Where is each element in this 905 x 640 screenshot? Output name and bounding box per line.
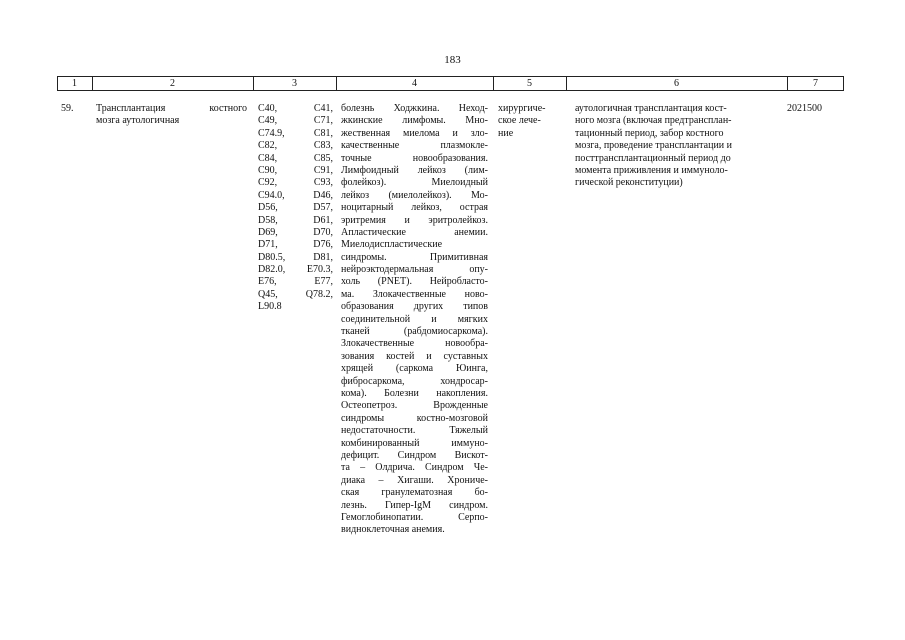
header-col-2: 2 bbox=[170, 78, 175, 89]
treatment-method bbox=[575, 103, 771, 190]
procedure-name bbox=[96, 103, 247, 128]
icd-code-row bbox=[258, 301, 333, 313]
cost-value: 2021500 bbox=[787, 103, 822, 114]
diagnosis-line: ма. Злокачественные ново- bbox=[341, 288, 488, 300]
treatment-method-line: тационный период, забор костного bbox=[575, 127, 724, 139]
treatment-method-line: посттрансплантационный период до bbox=[575, 152, 731, 164]
icd-code-row bbox=[258, 103, 333, 115]
icd-code-row bbox=[258, 190, 333, 202]
icd-code: C81, bbox=[313, 127, 333, 139]
icd-code: C71, bbox=[313, 115, 333, 127]
icd-code: D57, bbox=[313, 202, 333, 214]
header-col-7: 7 bbox=[813, 78, 818, 89]
icd-code-row bbox=[258, 276, 333, 288]
icd-code: D82.0, bbox=[258, 264, 286, 276]
icd-code: D70, bbox=[313, 226, 333, 238]
diagnosis-line: лейкоз (миелолейкоз). Мо- bbox=[341, 189, 488, 201]
procedure-name-line: мозга аутологичная bbox=[96, 115, 180, 127]
icd-code: E77, bbox=[314, 276, 333, 288]
icd-code-row bbox=[258, 264, 333, 276]
treatment-type-line: ние bbox=[498, 127, 514, 139]
icd-code: E70.3, bbox=[306, 264, 333, 276]
diagnosis-line: лезнь. Гипер-IgM синдром. bbox=[341, 499, 488, 511]
header-col-1: 1 bbox=[72, 78, 77, 89]
icd-code: C85, bbox=[313, 152, 333, 164]
diagnosis-line: Гемоглобинопатии. Серпо- bbox=[341, 511, 488, 523]
treatment-method-line: аутологичная трансплантация кост- bbox=[575, 103, 727, 114]
diagnosis-line: холь (PNET). Нейробласто- bbox=[341, 276, 488, 288]
icd-code: C41, bbox=[313, 103, 333, 114]
icd-code-row bbox=[258, 153, 333, 165]
icd-code: D81, bbox=[313, 251, 333, 263]
icd-code: D61, bbox=[313, 214, 333, 226]
icd-code: Q78.2, bbox=[305, 288, 333, 300]
column-divider bbox=[843, 77, 844, 90]
icd-code: Q45, bbox=[258, 288, 278, 300]
diagnosis-line: синдромы костно-мозговой bbox=[341, 412, 488, 424]
diagnosis-description bbox=[341, 103, 488, 537]
diagnosis-line: Лимфоидный лейкоз (лим- bbox=[341, 164, 488, 176]
icd-code: C91, bbox=[313, 164, 333, 176]
icd-code: D58, bbox=[258, 214, 278, 226]
diagnosis-line: жкинские лимфомы. Мно- bbox=[341, 115, 488, 127]
procedure-name-line: Трансплантация костного bbox=[96, 103, 247, 114]
diagnosis-line: Злокачественные новообра- bbox=[341, 338, 488, 350]
icd-code-row bbox=[258, 177, 333, 189]
icd-code-row bbox=[258, 252, 333, 264]
icd-code: D69, bbox=[258, 226, 278, 238]
row-number: 59. bbox=[61, 103, 74, 114]
icd-code-row bbox=[258, 239, 333, 251]
icd-code-row bbox=[258, 165, 333, 177]
icd-code: C84, bbox=[258, 152, 278, 164]
icd-code: C74.9, bbox=[258, 127, 285, 139]
diagnosis-line: эритремия и эритролейкоз. bbox=[341, 214, 488, 226]
diagnosis-line: та – Олдрича. Синдром Че- bbox=[341, 462, 488, 474]
diagnosis-line: зования костей и суставных bbox=[341, 350, 488, 362]
icd-code: D46, bbox=[313, 189, 333, 201]
diagnosis-line: нейроэктодермальная опу- bbox=[341, 264, 488, 276]
icd-code-row bbox=[258, 115, 333, 127]
diagnosis-line: кома). Болезни накопления. bbox=[341, 387, 488, 399]
icd-code: D56, bbox=[258, 202, 278, 214]
diagnosis-line: видноклеточная анемия. bbox=[341, 524, 445, 536]
treatment-method-line: ного мозга (включая предтрансплан- bbox=[575, 115, 732, 127]
treatment-type-line: хирургиче- bbox=[498, 103, 546, 114]
diagnosis-line: фолейкоз). Миелоидный bbox=[341, 177, 488, 189]
diagnosis-line: качественные плазмокле- bbox=[341, 140, 488, 152]
diagnosis-line: фибросаркома, хондросар- bbox=[341, 375, 488, 387]
icd-code: C92, bbox=[258, 177, 278, 189]
diagnosis-line: диака – Хигаши. Хрониче- bbox=[341, 474, 488, 486]
diagnosis-line: образования других типов bbox=[341, 301, 488, 313]
treatment-type bbox=[498, 103, 565, 140]
header-col-5: 5 bbox=[527, 78, 532, 89]
icd-code-row bbox=[258, 140, 333, 152]
diagnosis-line: тканей (рабдомиосаркома). bbox=[341, 326, 488, 338]
icd-code: C90, bbox=[258, 164, 278, 176]
header-col-4: 4 bbox=[412, 78, 417, 89]
diagnosis-line: хрящей (саркома Юинга, bbox=[341, 363, 488, 375]
icd-code: D71, bbox=[258, 239, 278, 251]
diagnosis-line: Апластические анемии. bbox=[341, 226, 488, 238]
diagnosis-line: жественная миелома и зло- bbox=[341, 127, 488, 139]
diagnosis-line: точные новообразования. bbox=[341, 152, 488, 164]
icd-code: D80.5, bbox=[258, 251, 286, 263]
icd-code: D76, bbox=[313, 239, 333, 251]
icd-code-row bbox=[258, 128, 333, 140]
diagnosis-line: дефицит. Синдром Вискот- bbox=[341, 449, 488, 461]
diagnosis-line: ноцитарный лейкоз, острая bbox=[341, 202, 488, 214]
diagnosis-line: Остеопетроз. Врожденные bbox=[341, 400, 488, 412]
table-header-row bbox=[57, 76, 844, 91]
header-col-6: 6 bbox=[674, 78, 679, 89]
diagnosis-line: недостаточности. Тяжелый bbox=[341, 425, 488, 437]
treatment-method-line: мозга, проведение трансплантации и bbox=[575, 140, 732, 152]
diagnosis-line: Миелодиспластические bbox=[341, 239, 443, 251]
treatment-method-line: гической реконституции) bbox=[575, 177, 683, 189]
icd-code: C40, bbox=[258, 103, 278, 114]
header-col-3: 3 bbox=[292, 78, 297, 89]
icd-code-row bbox=[258, 215, 333, 227]
page-number: 183 bbox=[444, 54, 461, 66]
icd-codes bbox=[258, 103, 333, 314]
icd-code: C93, bbox=[313, 177, 333, 189]
treatment-method-line: момента приживления и иммуноло- bbox=[575, 164, 728, 176]
icd-code: C49, bbox=[258, 115, 278, 127]
diagnosis-line: синдромы. Примитивная bbox=[341, 251, 488, 263]
diagnosis-line: комбинированный иммуно- bbox=[341, 437, 488, 449]
diagnosis-line: ская гранулематозная бо- bbox=[341, 487, 488, 499]
icd-code-row bbox=[258, 289, 333, 301]
icd-code-row bbox=[258, 202, 333, 214]
icd-code: C83, bbox=[313, 140, 333, 152]
diagnosis-line: болезнь Ходжкина. Неход- bbox=[341, 103, 488, 114]
icd-code: C94.0, bbox=[258, 189, 285, 201]
icd-code-row bbox=[258, 227, 333, 239]
icd-code: C82, bbox=[258, 140, 278, 152]
diagnosis-line: соединительной и мягких bbox=[341, 313, 488, 325]
icd-code: E76, bbox=[258, 276, 277, 288]
treatment-type-line: ское лече- bbox=[498, 115, 541, 127]
icd-code: L90.8 bbox=[258, 301, 282, 313]
